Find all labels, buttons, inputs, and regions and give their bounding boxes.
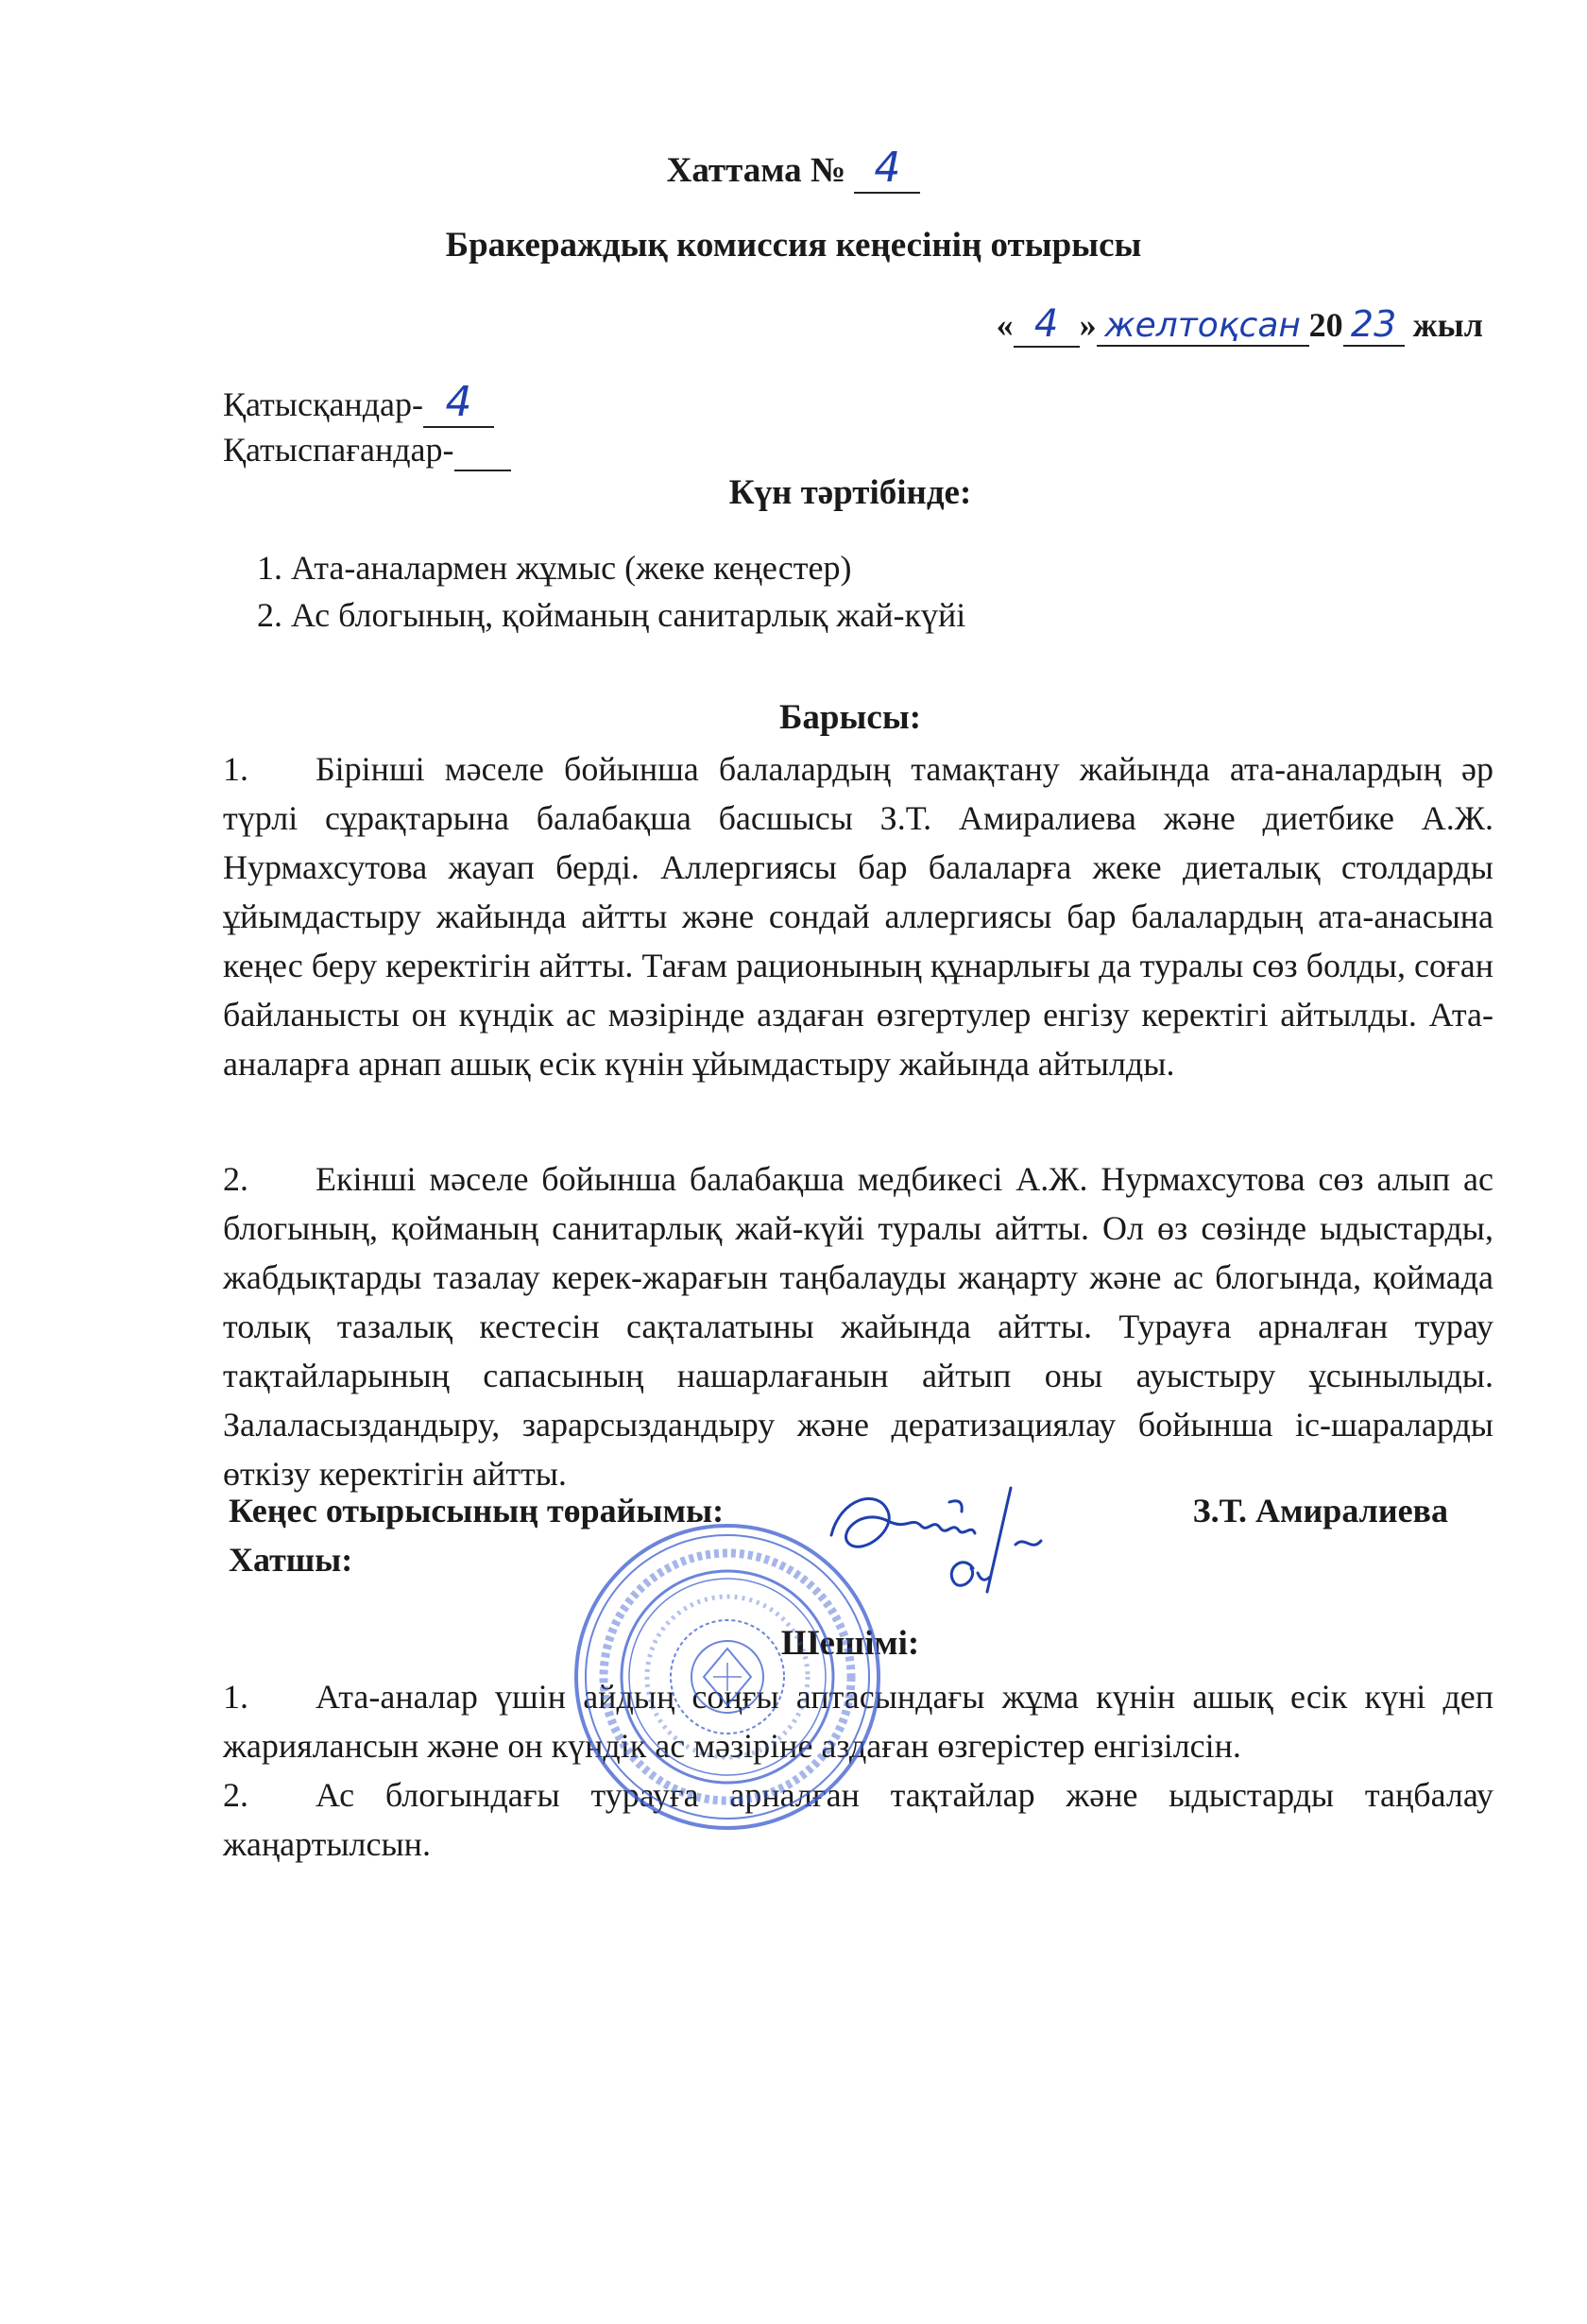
absent-value-blank [454, 430, 511, 471]
protocol-number: 4 [854, 144, 920, 194]
progress-heading: Барысы: [778, 698, 922, 737]
decision-item-number: 1. [223, 1678, 248, 1716]
progress-item-2 [223, 1154, 1493, 1498]
chair-label: Кеңес отырысының төрайымы: [229, 1492, 725, 1529]
date-year-suffix: 23 [1343, 303, 1405, 347]
progress-item-number: 2. [223, 1160, 248, 1198]
protocol-date [997, 302, 1483, 348]
protocol-subtitle: Бракераждық комиссия кеңесінің отырысы [445, 226, 1142, 265]
attendance-absent [223, 430, 511, 471]
agenda-heading: Күн тәртібінде: [728, 473, 972, 512]
protocol-title-label: Хаттама № [666, 151, 846, 190]
agenda-item: 2. Ас блогының, қойманың санитарлық жай-күйі [257, 596, 966, 634]
decision-heading: Шешімі: [780, 1624, 920, 1663]
date-open-quote: « [996, 306, 1014, 344]
date-month: желтоқсан [1097, 306, 1309, 347]
chair-name: З.Т. Амиралиева [1192, 1492, 1448, 1529]
present-value: 4 [423, 378, 494, 428]
date-year-prefix: 20 [1308, 306, 1343, 344]
protocol-title [0, 144, 1587, 194]
progress-item-number: 1. [223, 750, 248, 788]
decision-item-text: Ата-аналар үшін айдың соңғы аптасындағы жұма күнін ашық есік күні деп жариялансын және он күндік ас мәзіріне аздаған өзгерістер енгізілсін. [223, 1678, 1493, 1765]
decision-item-number: 2. [223, 1776, 248, 1814]
date-close-quote: » [1079, 306, 1097, 344]
progress-item-text: Екінші мәселе бойынша балабақша медбикесі А.Ж. Нурмахсутова сөз алып ас блогының, қойманың санитарлық жай-күйі туралы айтты. Ол өз сөзінде ыдыстарды, жабдықтарды тазалау керек-жарағын таңбалауды жаңарту және ас блогында, қоймада толық тазалық кестесін сақталатыны жайында айтты. Турауға арналған турау тақтайларының сапасының нашарлағанын айтып оны ауыстыру ұсынылыды. Залаласыздандыру, зарарсыздандыру және дератизациялау бойынша іс-шараларды өткізу керектігін айтты. [223, 1160, 1493, 1493]
decision-item-text: Ас блогындағы турауға арналған тақтайлар және ыдыстарды таңбалау жаңартылсын. [223, 1776, 1493, 1863]
progress-item-1 [223, 744, 1493, 1088]
chair-signature [822, 1478, 1067, 1611]
progress-item-text: Бірінші мәселе бойынша балалардың тамақтану жайында ата-аналардың әр түрлі сұрақтарына балабақша басшысы З.Т. Амиралиева және диетбике А.Ж. Нурмахсутова жауап берді. Аллергиясы бар балаларға жеке диеталық столдарды ұйымдастыру жайында айтты және сондай аллергиясы бар балалардың ата-анасына кеңес беру керектігін айтты. Тағам рационының құнарлығы да туралы сөз болды, соған байланысты он күндік ас мәзірінде аздаған өзгертулер енгізу керектігі айтылды. Ата-аналарға арнап ашық есік күнін ұйымдастыру жайында айтылды. [223, 750, 1493, 1083]
attendance-present [223, 378, 494, 428]
date-year-word: жыл [1412, 306, 1483, 344]
secretary-label: Хатшы: [229, 1541, 353, 1579]
date-day: 4 [1014, 302, 1080, 348]
present-label: Қатысқандар- [223, 385, 423, 423]
agenda-item: 1. Ата-аналармен жұмыс (жеке кеңестер) [257, 549, 852, 587]
absent-label: Қатыспағандар- [223, 431, 454, 469]
